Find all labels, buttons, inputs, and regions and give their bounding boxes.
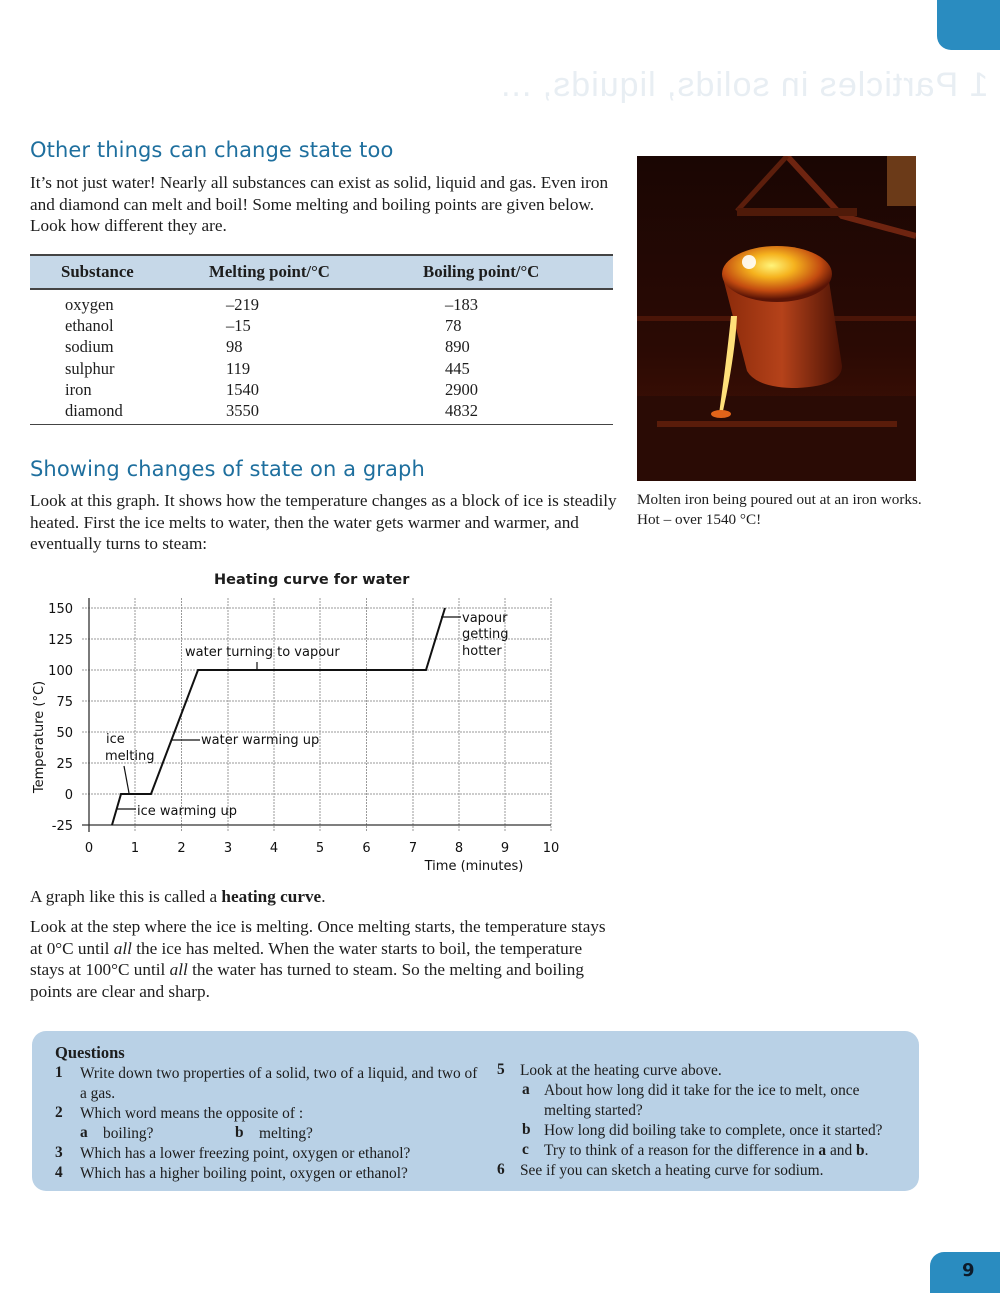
svg-text:5: 5 [315, 841, 325, 856]
svg-text:100: 100 [48, 664, 73, 679]
cell-substance: sulphur [65, 358, 115, 378]
cell-substance: sodium [65, 337, 114, 357]
svg-text:0: 0 [84, 841, 94, 856]
text-span: Try to think of a reason for the difference in [544, 1142, 819, 1159]
svg-text:150: 150 [48, 602, 73, 617]
ann-water-vapour: water turning to vapour [185, 645, 340, 660]
col-melting: Melting point/°C [209, 255, 423, 289]
ann-ice-melting-1: ice [106, 732, 125, 747]
cell-melting: 98 [226, 337, 243, 357]
heating-curve-chart [0, 0, 620, 880]
svg-text:8: 8 [454, 841, 464, 856]
heating-curve-definition [30, 886, 620, 908]
svg-text:3: 3 [223, 841, 233, 856]
subquestion-label: a [80, 1124, 88, 1141]
svg-text:50: 50 [56, 726, 73, 741]
show-through-heading: 1 Particles in solids, liquids, ... [500, 66, 989, 104]
text-span: the water has turned to steam. So the melting and boiling points are clear and sharp. [30, 960, 584, 1001]
chapter-tab [937, 0, 1000, 50]
subquestion-label: b [235, 1124, 244, 1141]
cell-substance: ethanol [65, 316, 114, 336]
ref-b: b [856, 1142, 865, 1159]
svg-text:0: 0 [64, 788, 73, 803]
text-span: Look at the step where the ice is melting. Once melting starts, the temperature stays at 0°C until [30, 917, 606, 958]
y-axis-label: Temperature (°C) [32, 680, 47, 794]
subquestion-label: b [522, 1121, 531, 1138]
question-number: 2 [55, 1104, 63, 1121]
section-heading-graph: Showing changes of state on a graph [30, 457, 425, 481]
svg-text:1: 1 [130, 841, 140, 856]
text-span: A graph like this is called a [30, 887, 222, 906]
ann-ice-melting-2: melting [105, 749, 155, 764]
cell-boiling: 2900 [445, 379, 478, 399]
svg-text:25: 25 [56, 757, 73, 772]
emphasis-all: all [113, 938, 132, 958]
cell-melting: 1540 [226, 379, 259, 399]
svg-text:4: 4 [269, 841, 279, 856]
svg-text:10: 10 [542, 841, 560, 856]
svg-text:7: 7 [408, 841, 418, 856]
svg-text:125: 125 [48, 633, 73, 648]
svg-text:6: 6 [362, 841, 371, 856]
cell-substance: oxygen [65, 295, 114, 314]
question-2: Which word means the opposite of : [80, 1105, 304, 1122]
question-5: Look at the heating curve above. [520, 1062, 722, 1079]
text-span: . [864, 1142, 869, 1159]
question-5c [544, 1141, 924, 1161]
molten-iron-photo [637, 156, 916, 481]
photo-caption: Molten iron being poured out at an iron works. Hot – over 1540 °C! [637, 491, 922, 528]
page-number: 9 [962, 1260, 975, 1281]
molten-iron-image-icon [637, 156, 916, 481]
cell-melting: –219 [226, 295, 259, 314]
chart-annotations [105, 611, 509, 819]
heating-curve-line [112, 608, 445, 825]
ann-vapour-2: getting [462, 627, 509, 642]
cell-substance: iron [65, 379, 92, 399]
y-tick-labels [48, 602, 73, 834]
emphasis-all: all [169, 960, 188, 979]
svg-text:-25: -25 [51, 819, 73, 834]
graph-intro-paragraph: Look at this graph. It shows how the temperature changes as a block of ice is steadily heated. First the ice melts to water, then the water gets warmer and warmer, and eventually turns to steam: [30, 491, 617, 553]
section-heading-change-state: Other things can change state too [30, 138, 394, 162]
text-span: the ice has melted. When the water starts to boil, the temperature stays at 100°C until [30, 938, 583, 979]
question-number: 4 [55, 1164, 63, 1181]
cell-boiling: 445 [445, 358, 470, 378]
question-5b: How long did boiling take to complete, once it started? [544, 1122, 883, 1139]
question-1: Write down two properties of a solid, two of a liquid, and two of a gas. [80, 1065, 478, 1102]
ann-ice-warming: ice warming up [137, 804, 237, 819]
question-5a: About how long did it take for the ice to melt, once melting started? [544, 1082, 860, 1119]
col-boiling: Boiling point/°C [423, 255, 613, 289]
intro-paragraph: It’s not just water! Nearly all substances can exist as solid, liquid and gas. Even iron and diamond can melt and boil! Some melting and boiling points are given below. Look how different they are. [30, 173, 609, 235]
x-axis-label: Time (minutes) [424, 859, 524, 874]
cell-substance: diamond [30, 400, 209, 425]
question-number: 5 [497, 1061, 505, 1078]
term-heating-curve: heating curve [221, 887, 322, 906]
x-tick-labels [85, 841, 559, 856]
questions-title: Questions [55, 1043, 125, 1062]
melting-explanation-paragraph [30, 916, 620, 1002]
ref-a: a [818, 1142, 827, 1159]
question-6: See if you can sketch a heating curve for sodium. [520, 1162, 824, 1179]
ann-vapour-1: vapour [462, 611, 508, 626]
text-span: and [826, 1142, 857, 1159]
text-span: . [321, 887, 326, 906]
cell-melting: 3550 [209, 400, 423, 425]
chart-title: Heating curve for water [214, 572, 410, 588]
cell-boiling: –183 [445, 295, 478, 314]
col-substance: Substance [30, 255, 209, 289]
cell-melting: 119 [226, 358, 251, 378]
svg-text:9: 9 [500, 841, 510, 856]
svg-text:2: 2 [177, 841, 186, 856]
question-2a: boiling? [103, 1125, 154, 1142]
question-number: 3 [55, 1144, 63, 1161]
subquestion-label: c [522, 1141, 529, 1158]
question-3: Which has a lower freezing point, oxygen or ethanol? [80, 1145, 411, 1162]
svg-text:75: 75 [56, 695, 73, 710]
question-number: 6 [497, 1161, 505, 1178]
question-number: 1 [55, 1064, 63, 1081]
subquestion-label: a [522, 1081, 530, 1098]
cell-boiling: 4832 [423, 400, 613, 425]
cell-boiling: 890 [445, 337, 470, 357]
cell-melting: –15 [226, 316, 251, 336]
question-4: Which has a higher boiling point, oxygen or ethanol? [80, 1165, 408, 1182]
cell-boiling: 78 [445, 316, 462, 336]
ann-water-warming: water warming up [201, 733, 320, 748]
question-2b: melting? [259, 1125, 313, 1142]
ann-vapour-3: hotter [462, 644, 502, 659]
